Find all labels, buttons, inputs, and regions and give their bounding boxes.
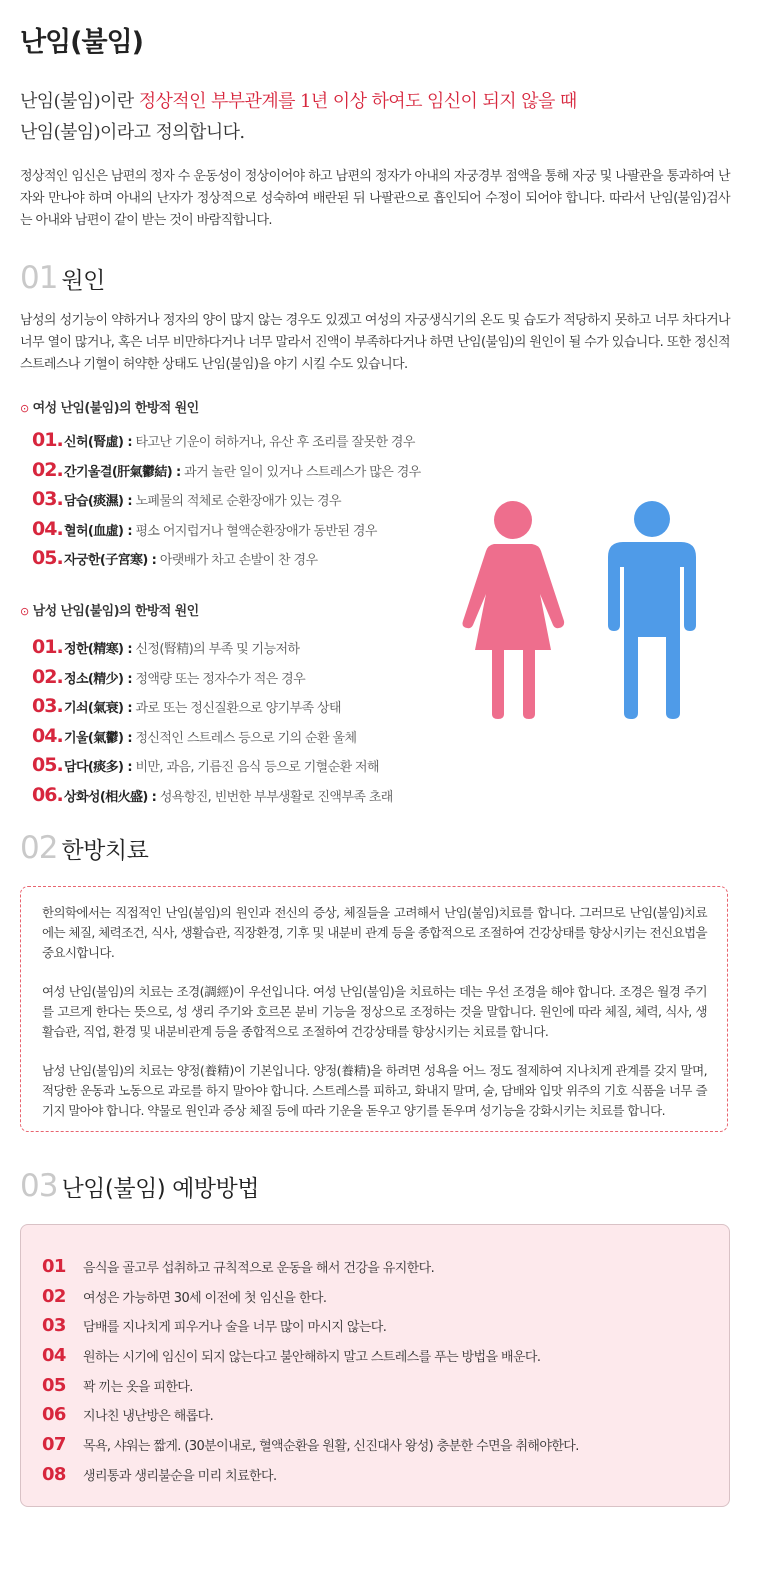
treatment-paragraph: 여성 난임(불임)의 치료는 조경(調經)이 우선입니다. 여성 난임(불임)을 치료하는 데는 우선 조경을 해야 합니다. 조경은 월경 주기를 고르게 한다는 뜻으로, 성 생리 주기와 호르몬 분비 기능을 정상으로 조정하는 것을 말합니다. 원인에 따라 체질, 체력, 식사, 생활습관, 직업, 환경 및 내분비관계 등을 종합적으로 조절하여 건강상태를 향상시키는 치료를 합니다. [42, 984, 707, 1039]
item-term: 담다(痰多) : [64, 760, 132, 776]
male-causes-list [32, 633, 393, 811]
item-number: 02. [32, 458, 63, 481]
section-number: 02 [20, 830, 58, 866]
treatment-paragraph: 한의학에서는 직접적인 난임(불임)의 원인과 전신의 증상, 체질들을 고려해서 난임(불임)치료를 합니다. 그러므로 난임(불임)치료에는 체질, 체력조건, 식사, 생활습관, 직장환경, 기후 및 내분비 관계 등을 종합적으로 조절하여 건강상태를 향상시키는 전신요법을 중요시합니다. [42, 905, 707, 960]
item-text: 지나친 냉난방은 해롭다. [83, 1409, 214, 1425]
bullet-icon: ⊙ [20, 605, 29, 618]
item-term: 상화성(相火盛) : [64, 789, 157, 805]
male-causes-heading-label: 남성 난임(불임)의 한방적 원인 [32, 604, 199, 619]
list-item [32, 751, 393, 781]
list-item [32, 722, 393, 752]
list-item [32, 456, 421, 486]
item-number: 05. [32, 754, 63, 777]
treatment-paragraph: 남성 난임(불임)의 치료는 양정(養精)이 기본입니다. 양정(養精)을 하려면 성욕을 어느 정도 절제하여 지나치게 관계를 갖지 말며, 적당한 운동과 노동으로 과로를 하지 말아야 합니다. 스트레스를 피하고, 화내지 말며, 술, 담배와 입맛 위주의 기호 식품을 너무 즐기지 말아야 합니다. 약물로 원인과 증상 체질 등에 따라 기운을 돋우고 양기를 돋우며 성기능을 강화시키는 치료를 합니다. [42, 1063, 707, 1118]
causes-text: 남성의 성기능이 약하거나 정자의 양이 많지 않는 경우도 있겠고 여성의 자궁생식기의 온도 및 습도가 적당하지 못하고 너무 차다거나 너무 열이 많거나, 혹은 너무 비만하다거나 너무 말라서 진액이 부족하다거나 하면 난임(불임)의 원인이 될 수가 있습니다. 또한 정신적 스트레스나 기혈이 허약한 상태도 난임(불임)을 야기 시킬 수도 있습니다. [20, 313, 730, 372]
item-number: 06 [42, 1404, 66, 1426]
female-figure-icon [463, 501, 565, 719]
item-text: 꽉 끼는 옷을 피한다. [83, 1379, 193, 1395]
list-item [42, 1400, 579, 1430]
item-number: 07 [42, 1434, 66, 1456]
item-desc: 평소 어지럽거나 혈액순환장애가 동반된 경우 [131, 523, 377, 539]
item-text: 여성은 가능하면 30세 이전에 첫 임신을 한다. [83, 1290, 327, 1306]
item-desc: 노폐물의 적체로 순환장애가 있는 경우 [131, 494, 341, 510]
item-number: 04 [42, 1345, 66, 1367]
section-heading-prevention [20, 1168, 259, 1204]
section-heading-treatment [20, 830, 148, 866]
item-desc: 아랫배가 차고 손발이 찬 경우 [156, 553, 318, 569]
item-term: 신허(腎虛) : [64, 435, 132, 450]
intro-prefix: 난임(불임)이란 [20, 91, 139, 112]
section-title: 한방치료 [61, 838, 149, 864]
section-number: 01 [20, 260, 58, 296]
item-term: 기울(氣鬱) : [64, 730, 132, 746]
list-item [42, 1341, 579, 1371]
male-figure-icon [608, 501, 696, 719]
item-number: 05 [42, 1374, 66, 1396]
list-item [42, 1371, 579, 1401]
item-desc: 과거 놀란 일이 있거나 스트레스가 많은 경우 [180, 464, 421, 480]
bullet-icon: ⊙ [20, 402, 29, 415]
section-heading-causes [20, 260, 105, 296]
list-item [32, 544, 421, 574]
list-item [32, 692, 393, 722]
item-term: 담습(痰濕) : [64, 494, 132, 510]
list-item [32, 663, 393, 693]
item-term: 정한(精寒) : [64, 642, 132, 657]
item-number: 03. [32, 695, 63, 718]
item-number: 05. [32, 547, 63, 570]
female-causes-list [32, 426, 421, 574]
item-desc: 과로 또는 정신질환으로 양기부족 상태 [131, 701, 341, 717]
list-item [32, 781, 393, 811]
description: 정상적인 임신은 남편의 정자 수 운동성이 정상이어야 하고 남편의 정자가 아내의 자궁경부 점액을 통해 자궁 및 나팔관을 통과하여 난자와 만나야 하며 아내의 난자가 정상적으로 성숙하여 배란된 뒤 나팔관으로 흡인되어 수정이 되어야 합니다. 따라서 난임(불임)검사는 아내와 남편이 같이 받는 것이 바람직합니다. [20, 169, 730, 228]
section-title: 난임(불임) 예방방법 [61, 1176, 259, 1202]
male-causes-heading [20, 600, 199, 619]
item-number: 01. [32, 636, 63, 658]
section-title: 원인 [61, 268, 105, 294]
item-desc: 정신적인 스트레스 등으로 기의 순환 울체 [131, 730, 357, 746]
item-text: 목욕, 샤워는 짧게. (30분이내로, 혈액순환을 원활, 신진대사 왕성) 충분한 수면을 취해야한다. [83, 1439, 579, 1455]
intro-line2: 난임(불임)이라고 정의합니다. [20, 122, 245, 143]
section-number: 03 [20, 1168, 58, 1204]
item-desc: 신정(腎精)의 부족 및 기능저하 [131, 642, 300, 657]
item-number: 06. [32, 783, 63, 806]
intro-highlight: 정상적인 부부관계를 1년 이상 하여도 임신이 되지 않을 때 [138, 91, 577, 112]
item-number: 02. [32, 665, 63, 688]
item-term: 기쇠(氣衰) : [64, 701, 132, 717]
list-item [42, 1430, 579, 1460]
prevention-list [42, 1252, 579, 1490]
treatment-box [20, 886, 728, 1132]
list-item [42, 1282, 579, 1312]
item-number: 02 [42, 1285, 66, 1307]
page-title: 난임(불임) [20, 27, 144, 58]
item-number: 08 [42, 1463, 66, 1485]
item-text: 음식을 골고루 섭취하고 규칙적으로 운동을 해서 건강을 유지한다. [83, 1261, 435, 1276]
list-item [32, 485, 421, 515]
list-item [42, 1460, 579, 1490]
item-number: 03. [32, 488, 63, 511]
list-item [32, 633, 393, 663]
item-number: 04. [32, 724, 63, 747]
item-desc: 비만, 과음, 기름진 음식 등으로 기혈순환 저해 [131, 760, 379, 776]
intro [20, 86, 577, 148]
item-term: 혈허(血虛) : [64, 523, 132, 539]
item-number: 03 [42, 1315, 66, 1337]
item-desc: 타고난 기운이 허하거나, 유산 후 조리를 잘못한 경우 [131, 435, 415, 450]
list-item [42, 1252, 579, 1282]
female-causes-heading [20, 397, 199, 416]
item-term: 자궁한(子宮寒) : [64, 553, 157, 569]
item-desc: 정액량 또는 정자수가 적은 경우 [131, 671, 306, 687]
gender-figures [460, 500, 710, 720]
list-item [42, 1311, 579, 1341]
item-number: 01 [42, 1256, 66, 1277]
list-item [32, 426, 421, 456]
item-term: 정소(精少) : [64, 671, 132, 687]
item-number: 01. [32, 429, 63, 451]
item-desc: 성욕항진, 빈번한 부부생활로 진액부족 초래 [156, 789, 393, 805]
item-text: 원하는 시기에 임신이 되지 않는다고 불안해하지 말고 스트레스를 푸는 방법을 배운다. [83, 1350, 541, 1366]
item-text: 담배를 지나치게 피우거나 술을 너무 많이 마시지 않는다. [83, 1320, 387, 1336]
prevention-box [20, 1224, 730, 1507]
item-number: 04. [32, 517, 63, 540]
list-item [32, 515, 421, 545]
item-text: 생리통과 생리불순을 미리 치료한다. [83, 1468, 277, 1484]
item-term: 간기울결(肝氣鬱結) : [64, 464, 181, 480]
female-causes-heading-label: 여성 난임(불임)의 한방적 원인 [32, 401, 199, 416]
